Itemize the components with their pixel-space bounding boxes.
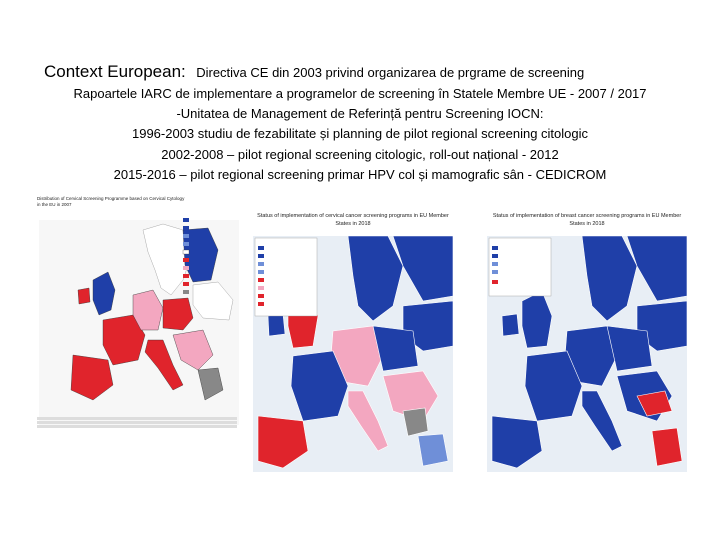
middle-map-title: Status of implementation of cervical cancer screening programs in EU Member States in 2018 bbox=[257, 213, 449, 227]
text-line-1: Rapoartele IARC de implementare a programelor de screening în Statele Membre UE - 2007 / 2017 bbox=[73, 86, 647, 101]
left-europe-map bbox=[33, 190, 243, 440]
middle-europe-map bbox=[253, 236, 453, 472]
right-map-title: Status of implementation of breast cancer screening programs in EU Member States in 2018 bbox=[492, 213, 682, 227]
right-europe-map bbox=[487, 236, 687, 472]
middle-map-panel bbox=[253, 212, 453, 472]
text-line-4: 2002-2008 – pilot regional screening citologic, roll-out național - 2012 bbox=[161, 147, 559, 162]
text-line-2: -Unitatea de Management de Referință pentru Screening IOCN: bbox=[176, 106, 544, 121]
text-line-3: 1996-2003 studiu de fezabilitate și planning de pilot regional screening citologic bbox=[131, 126, 589, 141]
left-map-title: Distribution of Cervical Screening Programme based on Cervical Cytology in the EU in 2007 bbox=[37, 196, 185, 207]
left-map-panel bbox=[33, 190, 243, 440]
left-map-caption bbox=[37, 416, 237, 429]
right-map-panel bbox=[487, 212, 687, 472]
context-subtitle: Directiva CE din 2003 privind organizarea de prgrame de screening bbox=[196, 65, 585, 80]
text-line-5: 2015-2016 – pilot regional screening primar HPV col și mamografic sân - CEDICROM bbox=[113, 167, 607, 182]
context-heading bbox=[44, 62, 584, 82]
context-label: Context European: bbox=[44, 62, 186, 81]
